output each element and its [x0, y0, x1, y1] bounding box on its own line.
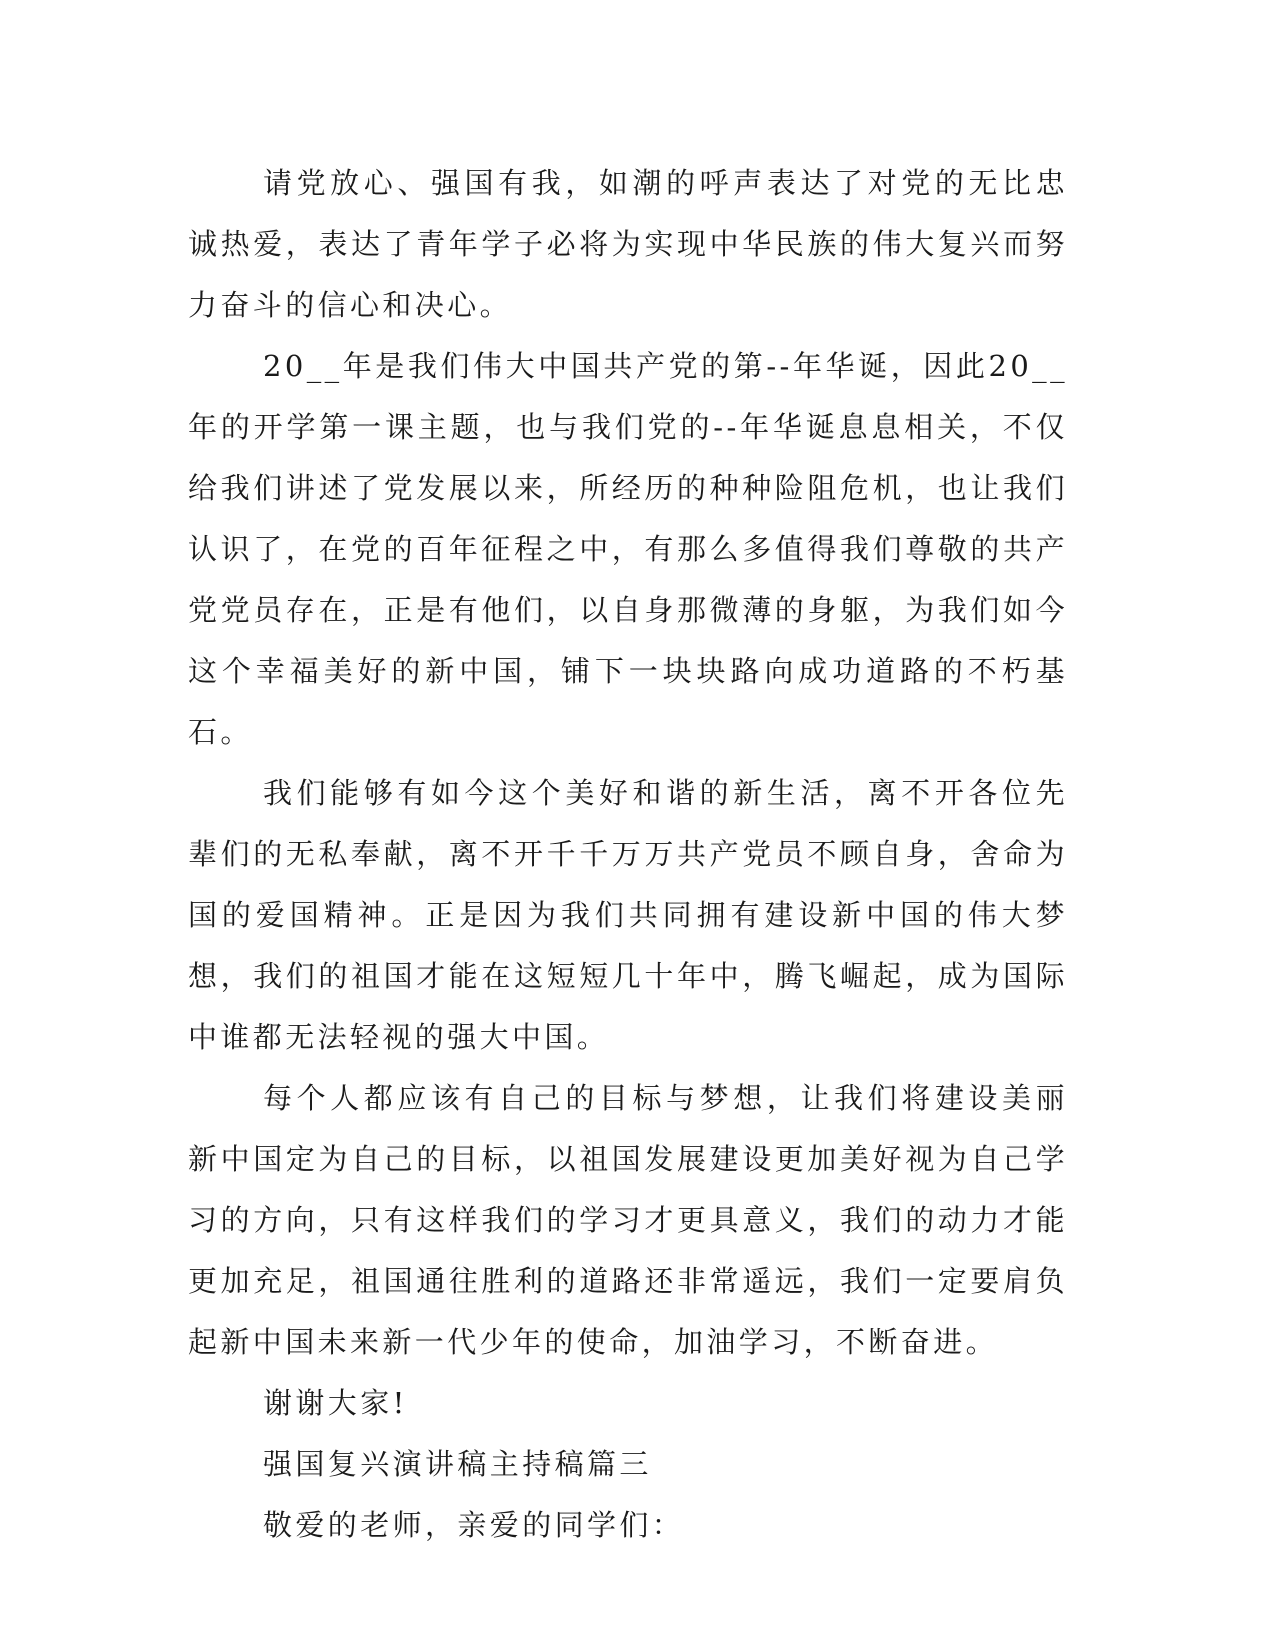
paragraph-thanks: 谢谢大家!	[263, 1386, 408, 1420]
document-body	[188, 153, 1068, 1556]
paragraph-goals: 每个人都应该有自己的目标与梦想，让我们将建设美丽新中国定为自己的目标，以祖国发展建设更加美好视为自己学习的方向，只有这样我们的学习才更具意义，我们的动力才能更加充足，祖国通往胜利的道路还非常遥远，我们一定要肩负起新中国未来新一代少年的使命，加油学习，不断奋进。	[188, 1081, 1068, 1359]
paragraph-new-life: 我们能够有如今这个美好和谐的新生活，离不开各位先辈们的无私奉献，离不开千千万万共产党员不顾自身，舍命为国的爱国精神。正是因为我们共同拥有建设新中国的伟大梦想，我们的祖国才能在这短短几十年中，腾飞崛起，成为国际中谁都无法轻视的强大中国。	[188, 776, 1068, 1054]
paragraph-anniversary: 20__年是我们伟大中国共产党的第--年华诞，因此20__年的开学第一课主题，也与我们党的--年华诞息息相关，不仅给我们讲述了党发展以来，所经历的种种险阻危机，也让我们认识了，在党的百年征程之中，有那么多值得我们尊敬的共产党党员存在，正是有他们，以自身那微薄的身躯，为我们如今这个幸福美好的新中国，铺下一块块路向成功道路的不朽基石。	[188, 349, 1068, 749]
paragraph-pledge: 请党放心、强国有我，如潮的呼声表达了对党的无比忠诚热爱，表达了青年学子必将为实现中华民族的伟大复兴而努力奋斗的信心和决心。	[188, 166, 1068, 322]
section-heading: 强国复兴演讲稿主持稿篇三	[263, 1447, 652, 1481]
salutation: 敬爱的老师，亲爱的同学们：	[263, 1508, 685, 1542]
